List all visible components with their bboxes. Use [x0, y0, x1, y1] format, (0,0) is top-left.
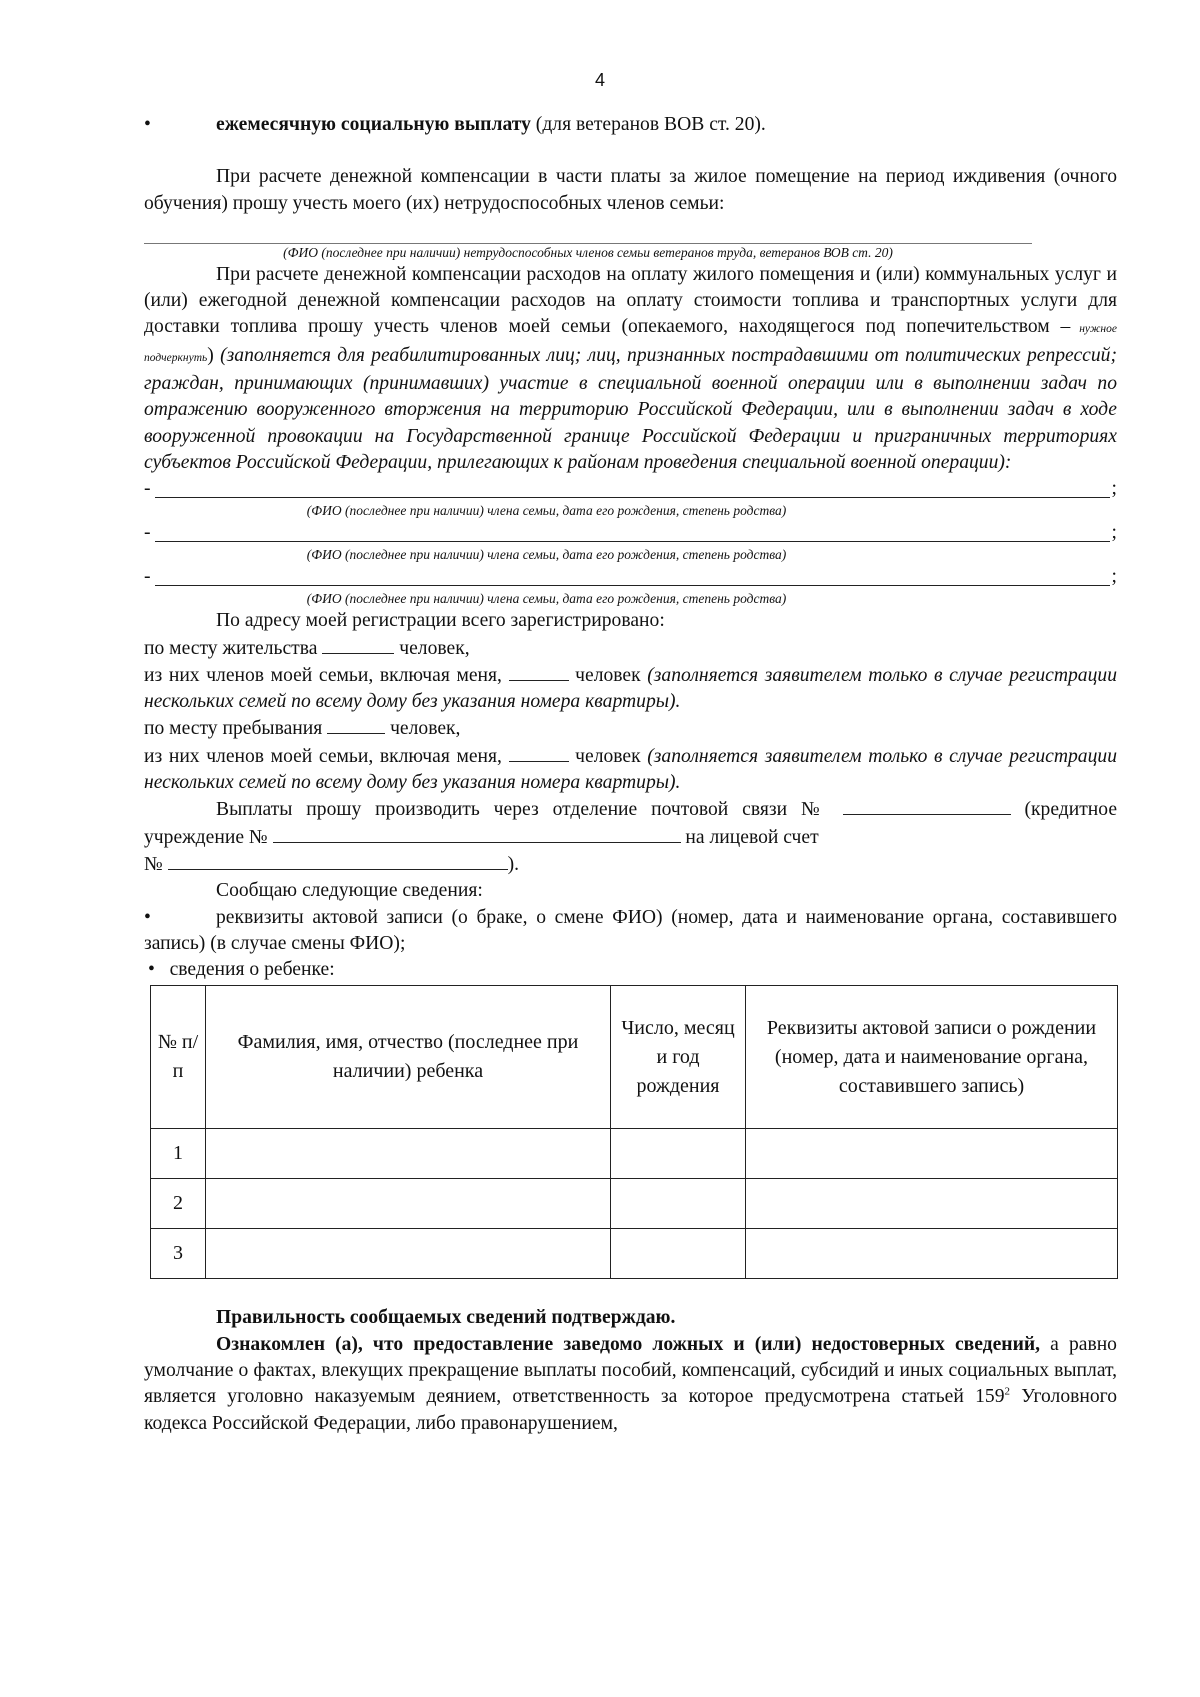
- stay-family-count-input[interactable]: [509, 743, 569, 762]
- family-member-input-3[interactable]: [155, 565, 1110, 586]
- account-label: на лицевой счет: [685, 826, 819, 848]
- info-heading: Сообщаю следующие сведения:: [216, 880, 483, 902]
- document-body: [144, 112, 1117, 1437]
- birth-date-cell[interactable]: [611, 1129, 746, 1179]
- child-info-item: [144, 957, 1117, 983]
- stay-count-input[interactable]: [327, 715, 385, 734]
- family-member-caption-2: (ФИО (последнее при наличии) члена семьи, дата его рождения, степень родства): [306, 547, 787, 563]
- payment-paragraph: [144, 796, 1117, 851]
- bank-number-input[interactable]: [273, 824, 681, 843]
- account-line: [144, 851, 1117, 878]
- bullet-icon: •: [144, 114, 151, 135]
- bullet-icon: •: [144, 906, 151, 928]
- registration-heading: По адресу моей регистрации всего зарегистрировано:: [216, 610, 665, 632]
- dash: –: [1060, 316, 1071, 338]
- row-number: 2: [151, 1179, 206, 1229]
- family-members-paragraph: [144, 262, 1117, 476]
- liability-tail: Уголовного кодекса Российской Федерации, либо правонарушением,: [144, 1386, 1117, 1434]
- stay-label: по месту пребывания: [144, 718, 323, 740]
- header-number: № п/п: [151, 986, 206, 1129]
- child-name-cell[interactable]: [206, 1129, 611, 1179]
- family-member-input-2[interactable]: [155, 521, 1110, 542]
- family-member-entry-2: [144, 520, 1117, 564]
- row-number: 3: [151, 1229, 206, 1279]
- dependents-caption: (ФИО (последнее при наличии) нетрудоспособных членов семьи ветеранов труда, ветеранов ВОВ ст. 20): [283, 244, 893, 260]
- birth-record-cell[interactable]: [746, 1229, 1118, 1279]
- row-number: 1: [151, 1129, 206, 1179]
- family-member-input-1[interactable]: [155, 477, 1110, 498]
- family-count-label: из них членов моей семьи, включая меня,: [144, 745, 502, 767]
- semicolon: ;: [1111, 477, 1117, 499]
- children-table: [150, 985, 1118, 1279]
- payment-text: Выплаты прошу производить через отделение почтовой связи №: [216, 799, 829, 821]
- header-birth-date: Число, месяц и год рождения: [611, 986, 746, 1129]
- dependents-paragraph: При расчете денежной компенсации в части платы за жилое помещение на период иждивения (очного обучения) прошу учесть моего (их) нетрудоспособных членов семьи:: [144, 166, 1117, 214]
- registration-note: (заполняется заявителем только в случае регистрации нескольких семей по всему дому без указания номера квартиры).: [144, 664, 1117, 713]
- semicolon: ;: [1111, 565, 1117, 587]
- account-number-input[interactable]: [168, 851, 508, 870]
- birth-record-cell[interactable]: [746, 1179, 1118, 1229]
- monthly-payment-item: [144, 112, 1117, 138]
- close-paren: ).: [507, 853, 520, 875]
- birth-record-cell[interactable]: [746, 1129, 1118, 1179]
- bullet-icon: •: [148, 959, 155, 981]
- child-name-cell[interactable]: [206, 1179, 611, 1229]
- dependents-input-line[interactable]: [144, 221, 1032, 244]
- family-count-label: из них членов моей семьи, включая меня,: [144, 664, 502, 686]
- monthly-payment-note: (для ветеранов ВОВ ст. 20).: [530, 114, 766, 135]
- dash-prefix: -: [144, 521, 151, 543]
- people-word: человек: [575, 664, 641, 686]
- residence-label: по месту жительства: [144, 637, 318, 659]
- page-number: 4: [594, 70, 605, 90]
- residence-family-line: [144, 662, 1117, 716]
- stay-line: [144, 715, 1117, 742]
- confirmation-statement: Правильность сообщаемых сведений подтверждаю.: [216, 1307, 676, 1329]
- table-row: [151, 1129, 1118, 1179]
- family-member-caption-1: (ФИО (последнее при наличии) члена семьи, дата его рождения, степень родства): [306, 503, 787, 519]
- residence-line: [144, 635, 1117, 662]
- family-member-entry-3: [144, 564, 1117, 608]
- people-word: человек,: [390, 718, 461, 740]
- people-word: человек,: [399, 637, 470, 659]
- stay-family-line: [144, 743, 1117, 797]
- registration-note: (заполняется заявителем только в случае регистрации нескольких семей по всему дому без указания номера квартиры).: [144, 745, 1117, 794]
- header-birth-record: Реквизиты актовой записи о рождении (номер, дата и наименование органа, составившего запись): [746, 986, 1118, 1129]
- family-member-caption-3: (ФИО (последнее при наличии) члена семьи, дата его рождения, степень родства): [306, 591, 787, 607]
- liability-bold: Ознакомлен (а), что предоставление заведомо ложных и (или) недостоверных сведений,: [216, 1333, 1041, 1355]
- header-child-name: Фамилия, имя, отчество (последнее при наличии) ребенка: [206, 986, 611, 1129]
- account-number-sign: №: [144, 853, 163, 875]
- family-paragraph-italic-note: (заполняется для реабилитированных лиц; лиц, признанных пострадавшими от политических репрессий; граждан, принимающих (принимавших) участие в специальной военной операции или в выполнении задач по отражению вооруженного вторжения на территорию Российской Федерации, или в выполнении задач в ходе вооруженной провокации на Государственной границе Российской Федерации и приграничных территориях субъектов Российской Федерации, прилегающих к районам проведения специальной военной операции):: [144, 344, 1117, 473]
- people-word: человек: [575, 745, 641, 767]
- residence-family-count-input[interactable]: [509, 662, 569, 681]
- family-member-entry-1: [144, 476, 1117, 520]
- monthly-payment-bold: ежемесячную социальную выплату: [216, 114, 531, 135]
- marriage-record-text: реквизиты актовой записи (о браке, о смене ФИО) (номер, дата и наименование органа, составившего запись) (в случае смены ФИО);: [144, 906, 1117, 954]
- family-paragraph-text: При расчете денежной компенсации расходов на оплату жилого помещения и (или) коммунальных услуг и (или) ежегодной денежной компенсации расходов на оплату стоимости топлива и транспортных услуги для доставки топлива прошу учесть членов моей семьи (опекаемого, находящегося под попечительством: [144, 263, 1117, 338]
- table-header-row: [151, 986, 1118, 1129]
- dash-prefix: -: [144, 565, 151, 587]
- underline-note: нужное подчеркнуть: [144, 323, 1117, 364]
- residence-count-input[interactable]: [322, 635, 394, 654]
- marriage-record-item: [144, 905, 1117, 958]
- table-row: [151, 1179, 1118, 1229]
- article-superscript: 2: [1004, 1385, 1011, 1398]
- table-row: [151, 1229, 1118, 1279]
- bank-label: (кредитное учреждение №: [144, 799, 1118, 848]
- semicolon: ;: [1111, 521, 1117, 543]
- liability-paragraph: [144, 1332, 1117, 1437]
- birth-date-cell[interactable]: [611, 1229, 746, 1279]
- child-info-label: сведения о ребенке:: [169, 959, 335, 981]
- close-paren: ): [207, 344, 221, 366]
- post-office-number-input[interactable]: [843, 796, 1011, 815]
- birth-date-cell[interactable]: [611, 1179, 746, 1229]
- liability-text: а равно умолчание о фактах, влекущих прекращение выплаты пособий, компенсаций, субсидий и иных социальных выплат, является уголовно наказуемым деянием, ответственность за которое предусмотрена статьей 159: [144, 1333, 1117, 1408]
- dash-prefix: -: [144, 477, 151, 499]
- child-name-cell[interactable]: [206, 1229, 611, 1279]
